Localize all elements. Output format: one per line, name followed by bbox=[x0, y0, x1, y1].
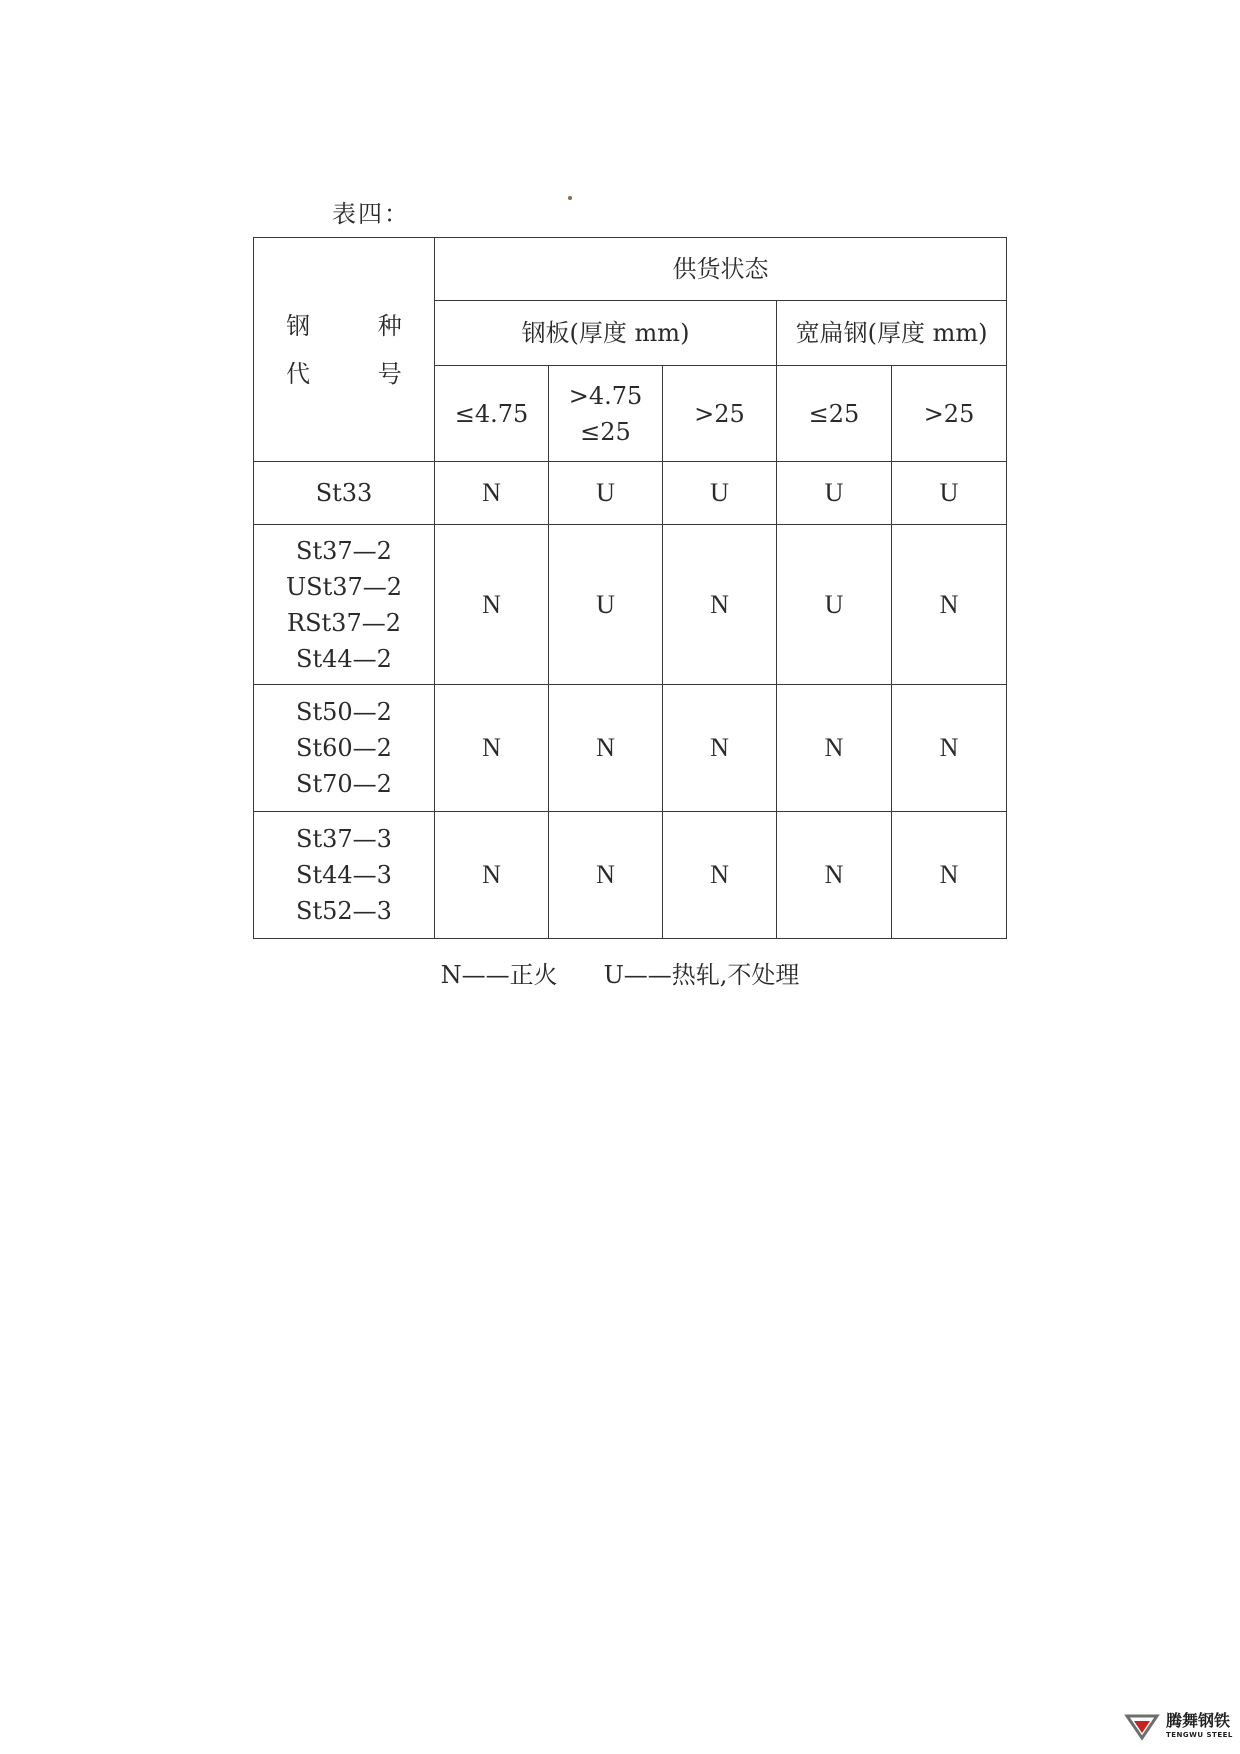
value-cell: U bbox=[549, 462, 663, 525]
value-cell: N bbox=[435, 685, 549, 812]
value-cell: N bbox=[549, 685, 663, 812]
value-cell: U bbox=[663, 462, 777, 525]
value-cell: U bbox=[777, 525, 892, 685]
table-row bbox=[254, 685, 1007, 812]
tengwu-steel-logo bbox=[1124, 1710, 1233, 1742]
value-cell: N bbox=[663, 525, 777, 685]
column-header: >4.75 ≤25 bbox=[549, 366, 663, 462]
value-cell: N bbox=[892, 525, 1007, 685]
value-cell: N bbox=[435, 525, 549, 685]
value-cell: N bbox=[892, 812, 1007, 939]
steel-code-cell: St37—2 USt37—2 RSt37—2 St44—2 bbox=[254, 525, 435, 685]
value-cell: N bbox=[777, 685, 892, 812]
supply-condition-header: 供货状态 bbox=[435, 238, 1007, 301]
column-header: >25 bbox=[892, 366, 1007, 462]
steel-code-header-line: 钢 种 bbox=[286, 311, 432, 340]
steel-code-header bbox=[254, 238, 435, 462]
value-cell: N bbox=[892, 685, 1007, 812]
table-row bbox=[254, 812, 1007, 939]
legend-n-desc: ——正火 bbox=[461, 961, 558, 989]
value-cell: U bbox=[549, 525, 663, 685]
flat-bar-thickness-header: 宽扁钢(厚度 mm) bbox=[777, 301, 1007, 366]
value-cell: N bbox=[549, 812, 663, 939]
table-legend bbox=[0, 955, 1240, 990]
logo-name-cn: 腾舞钢铁 bbox=[1166, 1711, 1231, 1730]
value-cell: N bbox=[663, 812, 777, 939]
table-row bbox=[254, 462, 1007, 525]
steel-code-cell: St33 bbox=[254, 462, 435, 525]
column-header: >25 bbox=[663, 366, 777, 462]
table-caption: 表四： bbox=[332, 200, 410, 228]
value-cell: N bbox=[777, 812, 892, 939]
legend-u-desc: ——热轧,不处理 bbox=[623, 961, 800, 989]
tengwu-logo-icon bbox=[1124, 1710, 1160, 1742]
value-cell: N bbox=[663, 685, 777, 812]
value-cell: N bbox=[435, 462, 549, 525]
logo-name-en: TENGWU STEEL bbox=[1166, 1731, 1233, 1739]
table-row bbox=[254, 525, 1007, 685]
steel-code-cell: St37—3 St44—3 St52—3 bbox=[254, 812, 435, 939]
value-cell: U bbox=[892, 462, 1007, 525]
legend-u-code: U bbox=[603, 961, 624, 989]
steel-code-header-line: 代 号 bbox=[286, 359, 432, 388]
plate-thickness-header: 钢板(厚度 mm) bbox=[435, 301, 777, 366]
steel-code-cell: St50—2 St60—2 St70—2 bbox=[254, 685, 435, 812]
legend-n-code: N bbox=[440, 961, 462, 989]
column-header: ≤4.75 bbox=[435, 366, 549, 462]
column-header: ≤25 bbox=[777, 366, 892, 462]
value-cell: N bbox=[435, 812, 549, 939]
supply-condition-table bbox=[253, 237, 1007, 939]
scan-speck bbox=[568, 196, 572, 200]
value-cell: U bbox=[777, 462, 892, 525]
